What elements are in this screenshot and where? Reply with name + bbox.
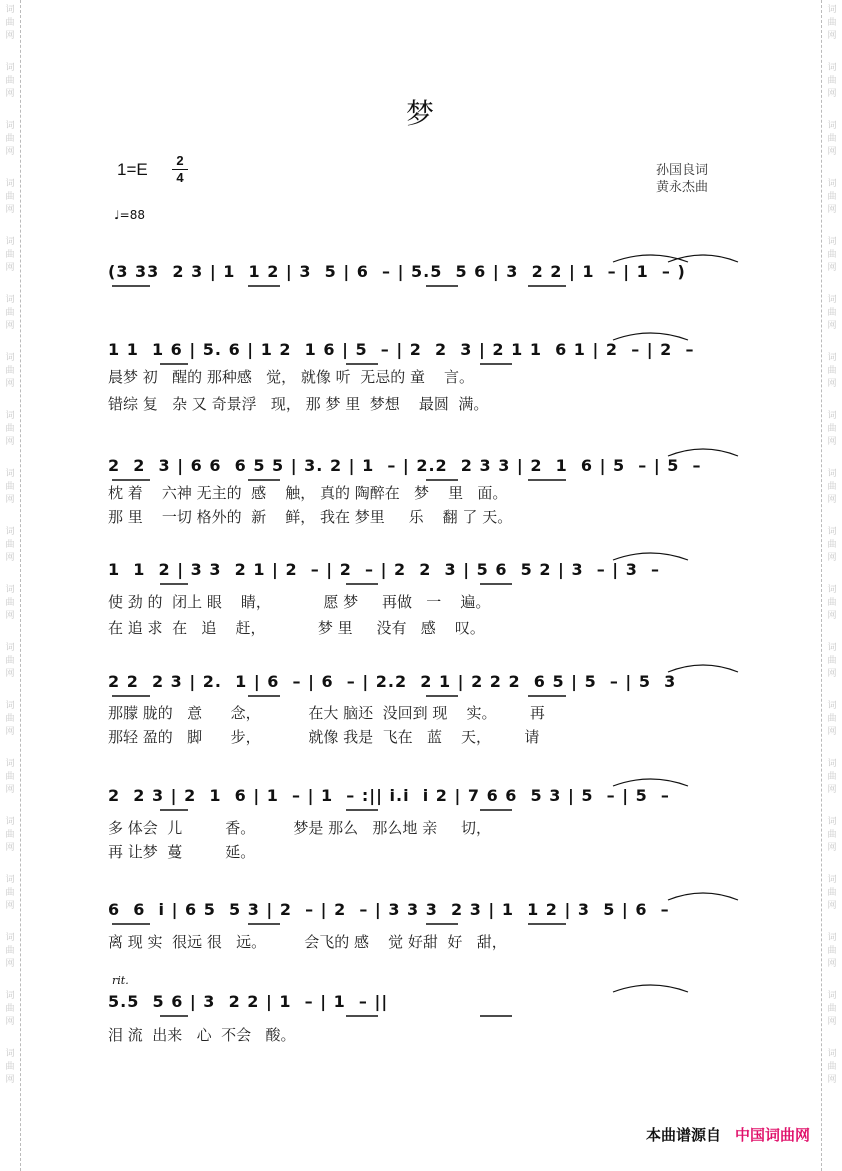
watermark-mark: 词 曲 网: [5, 469, 15, 505]
watermark-mark: 词 曲 网: [827, 63, 837, 99]
lyric-verse-1: 离 现 实 很远 很 远。 会飞的 感 觉 好甜 好 甜，: [108, 933, 507, 951]
watermark-mark: 词 曲 网: [827, 991, 837, 1027]
watermark-mark: 词 曲 网: [5, 237, 15, 273]
watermark-mark: 词 曲 网: [5, 353, 15, 389]
notation-line: 6 6 i | 6 5 5 3 | 2 – | 2 – | 3 3 3 2 3 | 1 1 2 | 3 5 | 6 –: [108, 900, 670, 919]
watermark-mark: 词 曲 网: [827, 353, 837, 389]
notation-line: 1 1 2 | 3 3 2 1 | 2 – | 2 – | 2 2 3 | 5 6 5 2 | 3 – | 3 –: [108, 560, 660, 579]
watermark-mark: 词 曲 网: [827, 237, 837, 273]
source-label: 本曲谱源自: [645, 1126, 721, 1144]
watermark-mark: 词 曲 网: [5, 817, 15, 853]
watermark-mark: 词 曲 网: [827, 817, 837, 853]
lyric-verse-1: 晨梦 初 醒的 那种感 觉， 就像 听 无忌的 童 言。: [108, 368, 475, 386]
watermark-mark: 词 曲 网: [827, 527, 837, 563]
source-footer: [646, 1124, 810, 1145]
watermark-mark: 词 曲 网: [827, 5, 837, 41]
watermark-mark: 词 曲 网: [5, 5, 15, 41]
watermark-mark: 词 曲 网: [827, 121, 837, 157]
ritardando-marking: rit.: [112, 974, 129, 987]
lyric-verse-2: 再 让梦 蔓 延。: [108, 843, 256, 861]
song-title: 梦: [405, 97, 436, 130]
lyric-verse-1: 泪 流 出来 心 不会 酸。: [108, 1026, 296, 1044]
lyric-verse-2: 那轻 盈的 脚 步， 就像 我是 飞在 蓝 天， 请: [108, 728, 540, 746]
lyric-verse-2: 那 里 一切 格外的 新 鲜， 我在 梦里 乐 翻 了 天。: [108, 508, 513, 526]
lyric-verse-1: 那朦 胧的 意 念， 在大 脑还 没回到 现 实。 再: [108, 704, 545, 722]
watermark-mark: 词 曲 网: [827, 643, 837, 679]
right-watermark-column: [822, 0, 842, 1102]
lyric-verse-1: 多 体会 儿 香。 梦是 那么 那么地 亲 切，: [108, 819, 492, 837]
time-signature-bottom: 4: [176, 170, 184, 185]
watermark-mark: 词 曲 网: [827, 295, 837, 331]
watermark-mark: 词 曲 网: [5, 759, 15, 795]
watermark-mark: 词 曲 网: [827, 411, 837, 447]
watermark-mark: 词 曲 网: [5, 701, 15, 737]
notation-line: 2 2 3 | 6 6 6 5 5 | 3. 2 | 1 – | 2.2 2 3 3 | 2 1 6 | 5 – | 5 –: [108, 456, 702, 475]
watermark-mark: 词 曲 网: [5, 121, 15, 157]
watermark-mark: 词 曲 网: [827, 875, 837, 911]
lyric-verse-1: 使 劲 的 闭上 眼 睛， 愿 梦 再做 一 遍。: [108, 593, 491, 611]
composer-credit: 黄永杰曲: [656, 180, 709, 195]
watermark-mark: 词 曲 网: [827, 701, 837, 737]
watermark-mark: 词 曲 网: [5, 179, 15, 215]
watermark-mark: 词 曲 网: [827, 469, 837, 505]
watermark-mark: 词 曲 网: [827, 933, 837, 969]
watermark-mark: 词 曲 网: [5, 875, 15, 911]
notation-line: 2 2 2 3 | 2. 1 | 6 – | 6 – | 2.2 2 1 | 2 2 2 6 5 | 5 – | 5 3: [108, 672, 677, 691]
key-signature: 1=E: [117, 160, 148, 179]
watermark-mark: 词 曲 网: [827, 759, 837, 795]
site-name-link[interactable]: 中国词曲网: [734, 1126, 810, 1144]
watermark-mark: 词 曲 网: [5, 411, 15, 447]
notation-line: 5.5 5 6 | 3 2 2 | 1 – | 1 – ||: [108, 992, 389, 1011]
left-watermark-column: [0, 0, 20, 1102]
lyric-verse-2: 错综 复 杂 又 奇景浮 现， 那 梦 里 梦想 最圆 满。: [108, 395, 489, 413]
lyricist-credit: 孙国良词: [656, 163, 709, 178]
watermark-mark: 词 曲 网: [827, 179, 837, 215]
watermark-mark: 词 曲 网: [5, 63, 15, 99]
notation-line: (3 33 2 3 | 1 1 2 | 3 5 | 6 – | 5.5 5 6 | 3 2 2 | 1 – | 1 – ): [108, 262, 686, 281]
watermark-mark: 词 曲 网: [5, 585, 15, 621]
watermark-mark: 词 曲 网: [827, 1049, 837, 1085]
watermark-mark: 词 曲 网: [827, 585, 837, 621]
tempo-marking: ♩=88: [114, 208, 145, 222]
time-signature-top: 2: [176, 153, 184, 168]
watermark-mark: 词 曲 网: [5, 991, 15, 1027]
time-signature: [172, 154, 188, 185]
notation-line: 1 1 1 6 | 5. 6 | 1 2 1 6 | 5 – | 2 2 3 | 2 1 1 6 1 | 2 – | 2 –: [108, 340, 695, 359]
credits: [656, 162, 708, 196]
lyric-verse-1: 枕 着 六神 无主的 感 触， 真的 陶醉在 梦 里 面。: [108, 484, 508, 502]
watermark-mark: 词 曲 网: [5, 643, 15, 679]
lyric-verse-2: 在 追 求 在 追 赶， 梦 里 没有 感 叹。: [108, 619, 485, 637]
notation-line: 2 2 3 | 2 1 6 | 1 – | 1 – :|| i.i i 2 | 7 6 6 5 3 | 5 – | 5 –: [108, 786, 670, 805]
watermark-mark: 词 曲 网: [5, 527, 15, 563]
watermark-mark: 词 曲 网: [5, 1049, 15, 1085]
watermark-mark: 词 曲 网: [5, 933, 15, 969]
watermark-mark: 词 曲 网: [5, 295, 15, 331]
